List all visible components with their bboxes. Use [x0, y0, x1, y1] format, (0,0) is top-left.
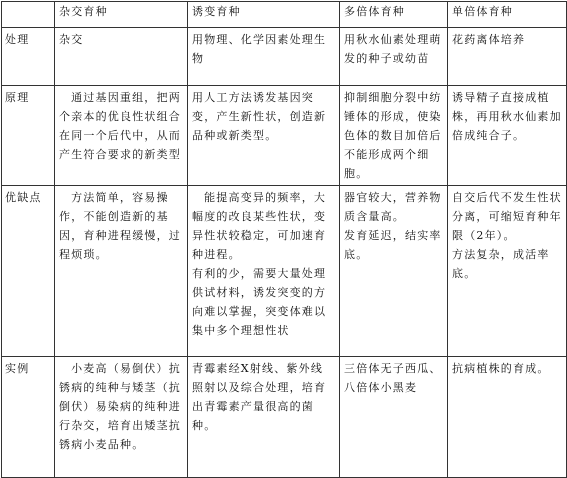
cell-text: 用人工方法诱发基因突变，产生新性状，创造新品种或新类型。 [192, 91, 327, 142]
cell-pros-cons-hybrid [55, 186, 188, 357]
table-row-pros-cons [2, 186, 567, 357]
table-row-principle [2, 86, 567, 186]
cell-text: 抑制细胞分裂中纺锤体的形成，使染色体的数目加倍后不能形成两个细胞。 [344, 91, 442, 180]
table-header-row [2, 2, 567, 28]
header-mutation-breeding: 诱变育种 [188, 2, 340, 28]
cell-examples-hybrid [55, 357, 188, 478]
breeding-methods-table-container [1, 1, 566, 472]
cell-examples-mutation [188, 357, 340, 478]
table-row-examples [2, 357, 567, 478]
cell-text: 用物理、化学因素处理生物 [192, 33, 327, 65]
table-row-treatment [2, 28, 567, 86]
cell-text: 诱导精子直接成植株，再用秋水仙素加倍成纯合子。 [452, 91, 562, 142]
header-corner-cell [2, 2, 55, 28]
cell-principle-hybrid [55, 86, 188, 186]
cell-text: 能提高变异的频率，大幅度的改良某些性状，变异性状较稳定，可加速育种进程。 有利的少，需要大量处理供试材料，诱发突变的方向难以掌握，突变体难以集中多个理想性状 [192, 191, 327, 337]
cell-examples-haploid [448, 357, 567, 478]
cell-text: 自交后代不发生性状分离，可缩短育种年限（2年）。 方法复杂，成活率底。 [452, 191, 562, 280]
cell-treatment-mutation [188, 28, 340, 86]
row-label-pros-cons: 优缺点 [2, 186, 55, 357]
cell-pros-cons-polyploid [340, 186, 448, 357]
header-polyploid-breeding: 多倍体育种 [340, 2, 448, 28]
cell-text: 小麦高（易倒伏）抗锈病的纯种与矮茎（抗倒伏）易染病的纯种进行杂交，培育出矮茎抗锈病小麦品种。 [59, 362, 181, 451]
cell-text: 青霉素经X射线、紫外线照射以及综合处理，培育出青霉素产量很高的菌种。 [192, 362, 327, 432]
cell-treatment-polyploid [340, 28, 448, 86]
cell-pros-cons-mutation [188, 186, 340, 357]
header-hybrid-breeding: 杂交育种 [55, 2, 188, 28]
cell-pros-cons-haploid [448, 186, 567, 357]
cell-text: 通过基因重组，把两个亲本的优良性状组合在同一个后代中，从而产生符合要求的新类型 [59, 91, 181, 161]
breeding-methods-table [1, 1, 567, 478]
cell-treatment-hybrid [55, 28, 188, 86]
row-label-examples: 实例 [2, 357, 55, 478]
cell-examples-polyploid [340, 357, 448, 478]
cell-text: 花药离体培养 [452, 33, 526, 46]
row-label-principle: 原理 [2, 86, 55, 186]
header-haploid-breeding: 单倍体育种 [448, 2, 567, 28]
row-label-treatment: 处理 [2, 28, 55, 86]
cell-principle-haploid [448, 86, 567, 186]
cell-text: 杂交 [59, 33, 84, 46]
cell-text: 抗病植株的育成。 [452, 362, 550, 375]
cell-text: 方法简单，容易操作，不能创造新的基因，育种进程缓慢，过程烦琐。 [59, 191, 181, 261]
cell-principle-mutation [188, 86, 340, 186]
cell-text: 用秋水仙素处理萌发的种子或幼苗 [344, 33, 442, 65]
cell-principle-polyploid [340, 86, 448, 186]
cell-treatment-haploid [448, 28, 567, 86]
cell-text: 三倍体无子西瓜、八倍体小黑麦 [344, 362, 442, 394]
cell-text: 器官较大，营养物质含量高。 发育延迟，结实率底。 [344, 191, 442, 261]
